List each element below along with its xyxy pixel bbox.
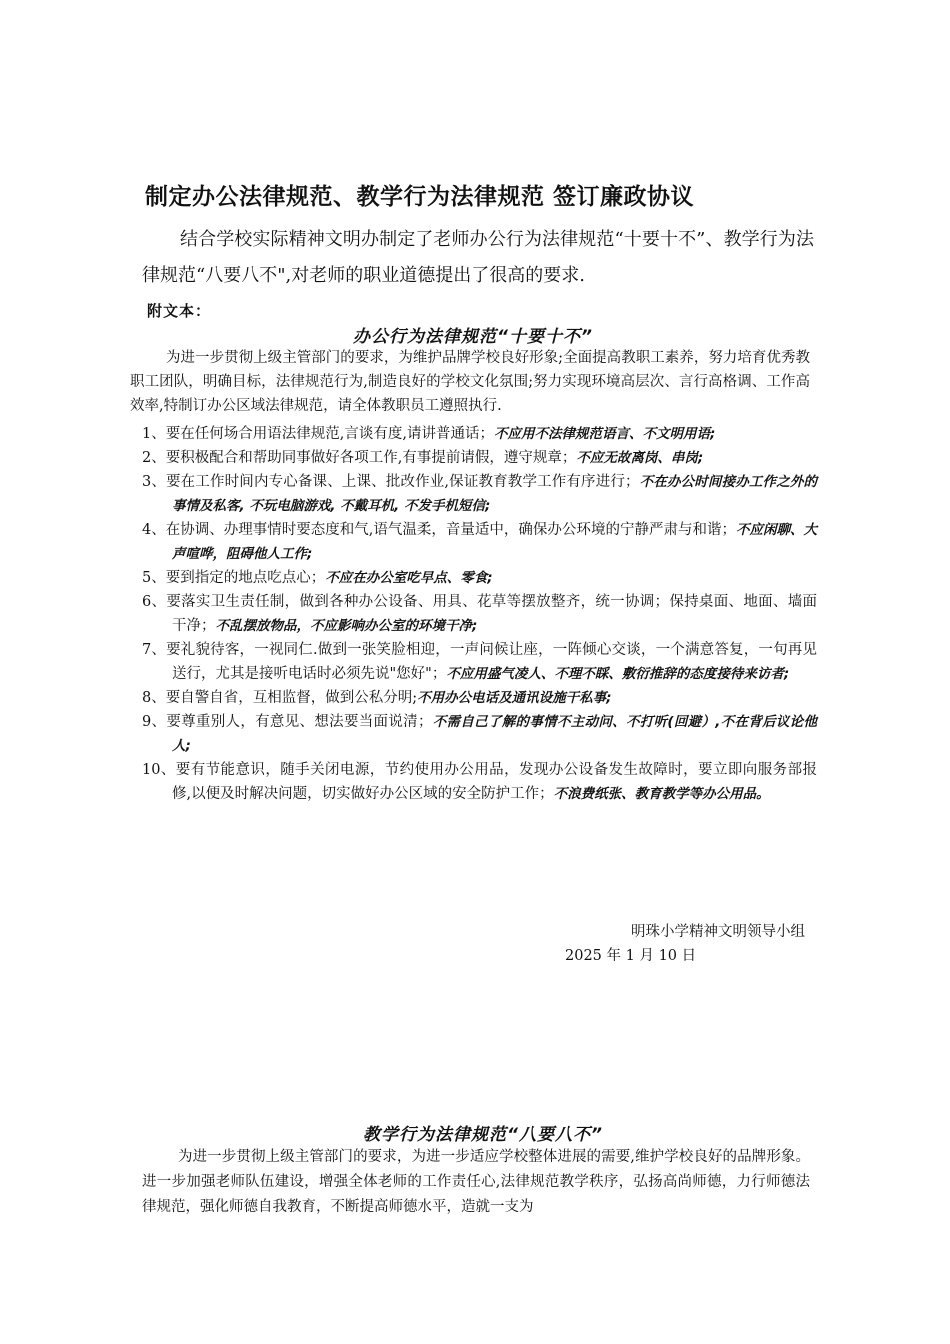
rule-prohibition: 不用办公电话及通讯设施干私事; bbox=[417, 690, 612, 706]
signature-organization: 明珠小学精神文明领导小组 bbox=[631, 924, 805, 940]
rule-number: 10、 bbox=[142, 762, 176, 778]
rule-number: 5、 bbox=[142, 570, 166, 586]
rule-number: 2、 bbox=[142, 450, 166, 466]
rule-prohibition: 不在办公时间接办工作之外的事情及私客, 不玩电脑游戏, 不戴耳机, 不发手机短信; bbox=[172, 474, 817, 514]
rule-text: 在协调、办理事情时要态度和气,语气温柔，音量适中，确保办公环境的宁静严肃与和谐； bbox=[165, 522, 736, 538]
rule-text: 要尊重别人，有意见、想法要当面说清； bbox=[166, 714, 433, 730]
rule-prohibition: 不应无故离岗、串岗; bbox=[576, 450, 704, 466]
rule-prohibition: 不应闲聊、大声喧哗，阻碍他人工作; bbox=[172, 522, 818, 562]
rule-text: 要到指定的地点吃点心； bbox=[165, 570, 326, 586]
rule-text: 要落实卫生责任制，做到各种办公设备、用具、花草等摆放整齐，统一协调；保持桌面、地面、墙面干净； bbox=[166, 594, 818, 634]
rule-prohibition: 不应用盛气凌人、不理不睬、敷衍推辞的态度接待来访者; bbox=[446, 666, 790, 682]
intro-paragraph: 结合学校实际精神文明办制定了老师办公行为法律规范“十要十不”、教学行为法律规范“八要八不",对老师的职业道德提出了很高的要求. bbox=[142, 229, 814, 286]
section2-intro: 为进一步贯彻上级主管部门的要求，为进一步适应学校整体进展的需要,维护学校良好的品牌形象。进一步加强老师队伍建设，增强全体老师的工作责任心,法律规范教学秩序，弘扬高尚师德，力行师德法律规范，强化师德自我教育，不断提高师德水平，造就一支为 bbox=[142, 1149, 810, 1215]
rule-number: 7、 bbox=[142, 642, 167, 658]
rule-prohibition: 不应在办公室吃早点、零食; bbox=[325, 570, 493, 586]
rule-item bbox=[142, 422, 817, 446]
signature-date: 2025 年 1 月 10 日 bbox=[565, 948, 697, 964]
rule-item bbox=[142, 686, 817, 710]
section2-title: 教学行为法律规范“八要八不” bbox=[363, 1125, 603, 1145]
section1-intro: 为进一步贯彻上级主管部门的要求，为维护品牌学校良好形象;全面提高教职工素养，努力培育优秀教职工团队，明确目标，法律规范行为,制造良好的学校文化氛围;努力实现环境高层次、言行高格调、工作高效率,特制订办公区域法律规范，请全体教职员工遵照执行. bbox=[130, 350, 810, 414]
rule-item bbox=[142, 518, 817, 566]
attachment-label: 附文本： bbox=[147, 302, 212, 320]
rule-item bbox=[142, 710, 817, 758]
rule-text: 要在任何场合用语法律规范,言谈有度,请讲普通话； bbox=[165, 426, 494, 442]
rule-text: 要有节能意识，随手关闭电源，节约使用办公用品，发现办公设备发生故障时，要立即向服务部报修,以便及时解决问题，切实做好办公区域的安全防护工作； bbox=[172, 762, 817, 802]
rule-text: 要礼貌待客，一视同仁.做到一张笑脸相迎，一声问候让座，一阵倾心交谈，一个满意答复，一句再见送行，尤其是接听电话时必须先说"您好"； bbox=[166, 642, 817, 682]
rule-text: 要在工作时间内专心备课、上课、批改作业,保证教育教学工作有序进行； bbox=[166, 474, 640, 490]
page-title: 制定办公法律规范、教学行为法律规范 签订廉政协议 bbox=[145, 184, 695, 210]
rule-prohibition: 不需自己了解的事情不主动问、不打听(回避）,不在背后议论他人; bbox=[172, 714, 817, 754]
rule-number: 9、 bbox=[142, 714, 167, 730]
rule-number: 6、 bbox=[142, 594, 167, 610]
rule-number: 3、 bbox=[142, 474, 167, 490]
rule-item bbox=[142, 446, 817, 470]
rule-item bbox=[142, 470, 817, 518]
rule-number: 4、 bbox=[142, 522, 166, 538]
rule-item bbox=[142, 590, 817, 638]
section1-title: 办公行为法律规范“十要十不” bbox=[353, 327, 593, 347]
rule-number: 1、 bbox=[142, 426, 166, 442]
rule-prohibition: 不应用不法律规范语言、不文明用语; bbox=[493, 426, 716, 442]
rule-number: 8、 bbox=[142, 690, 166, 706]
office-rules-list bbox=[142, 422, 817, 806]
rule-text: 要自警自省，互相监督，做到公私分明; bbox=[165, 690, 418, 706]
rule-item bbox=[142, 638, 817, 686]
rule-item bbox=[142, 758, 817, 806]
rule-text: 要积极配合和帮助同事做好各项工作,有事提前请假，遵守规章； bbox=[165, 450, 577, 466]
rule-item bbox=[142, 566, 817, 590]
rule-prohibition: 不乱摆放物品，不应影响办公室的环境干净; bbox=[215, 618, 478, 634]
rule-prohibition: 不浪费纸张、教育教学等办公用品。 bbox=[553, 786, 770, 802]
